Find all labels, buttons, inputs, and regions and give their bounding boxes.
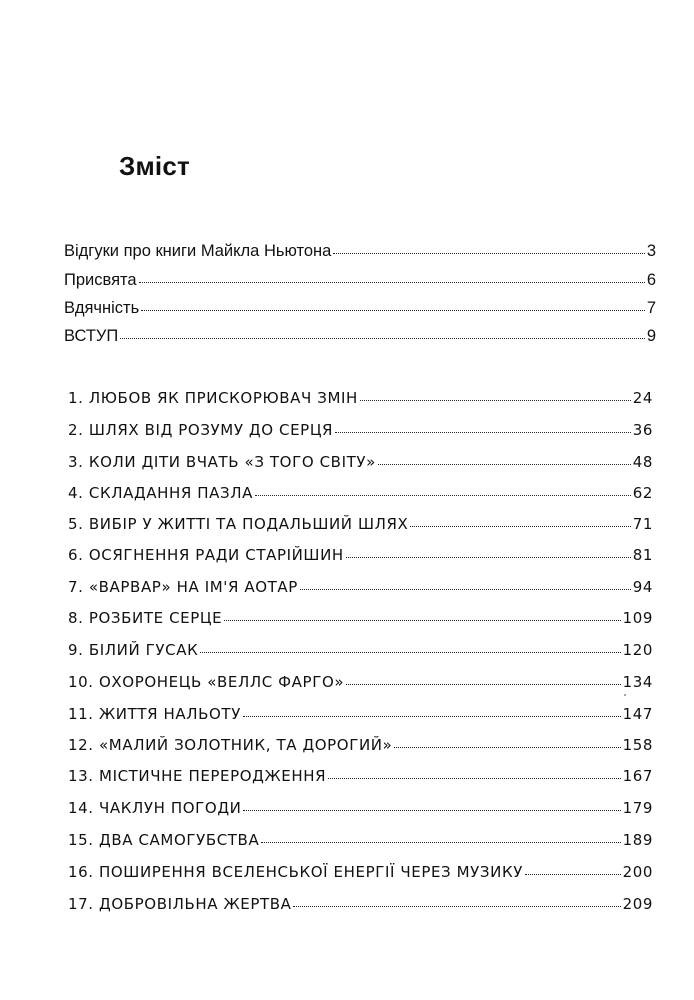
toc-entry-page: 189 [622,831,653,849]
dot-leader [200,652,620,653]
toc-entry-page: 9 [646,327,656,345]
dot-leader [410,526,630,527]
toc-entry-page: 200 [622,863,653,881]
toc-entry [68,704,653,724]
toc-entry-page: 94 [632,578,653,596]
toc-entry-label: Присвята [64,271,137,289]
dot-leader [346,557,631,558]
toc-entry [68,608,653,628]
toc-entry-label: 10. ОХОРОНЕЦЬ «ВЕЛЛС ФАРГО» [68,673,345,691]
toc-entry-page: 120 [622,641,653,659]
dot-leader [360,400,631,401]
toc-entry [68,735,653,755]
toc-entry-label: 6. ОСЯГНЕННЯ РАДИ СТАРІЙШИН [68,546,344,564]
toc-entry-page: 167 [622,767,653,785]
dot-leader [255,495,631,496]
toc-entry [64,270,656,290]
toc-entry-label: Вдячність [64,299,140,317]
toc-entry-page: 81 [632,546,653,564]
toc-entry [68,545,653,565]
toc-entry [68,830,653,850]
toc-entry-label: Відгуки про книги Майкла Ньютона [64,242,332,260]
toc-entry [68,420,653,440]
dot-leader [141,310,645,311]
toc-entry-label: ВСТУП [64,327,119,345]
toc-entry-page: 36 [632,421,653,439]
dot-leader [261,842,620,843]
toc-entry-page: 48 [632,453,653,471]
toc-entry [64,298,656,318]
dot-leader [120,338,645,339]
dot-leader [243,716,621,717]
page-title: Зміст [119,151,190,181]
toc-entry [68,766,653,786]
toc-entry-label: 14. ЧАКЛУН ПОГОДИ [68,799,242,817]
toc-entry-page: 109 [622,609,653,627]
toc-entry-label: 4. СКЛАДАННЯ ПАЗЛА [68,484,253,502]
toc-entry [68,894,653,914]
toc-entry-page: 209 [622,895,653,913]
toc-entry-page: 7 [646,299,656,317]
toc-entry-page: 62 [632,484,653,502]
toc-entry [68,388,653,408]
stray-mark [624,694,626,696]
toc-entry [68,672,653,692]
toc-entry-label: 1. ЛЮБОВ ЯК ПРИСКОРЮВАЧ ЗМІН [68,389,358,407]
dot-leader [346,684,620,685]
toc-entry [68,452,653,472]
toc-entry-label: 2. ШЛЯХ ВІД РОЗУМУ ДО СЕРЦЯ [68,421,334,439]
toc-entry [68,514,653,534]
toc-entry-label: 3. КОЛИ ДІТИ ВЧАТЬ «З ТОГО СВІТУ» [68,453,376,471]
toc-entry-label: 16. ПОШИРЕННЯ ВСЕЛЕНСЬКОЇ ЕНЕРГІЇ ЧЕРЕЗ МУЗИКУ [68,863,523,881]
toc-entry-page: 158 [622,736,653,754]
toc-entry-label: 17. ДОБРОВІЛЬНА ЖЕРТВА [68,895,292,913]
toc-entry-page: 71 [632,515,653,533]
dot-leader [139,282,645,283]
toc-entry [64,326,656,346]
dot-leader [335,432,631,433]
dot-leader [300,589,631,590]
toc-entry-page: 3 [646,242,656,260]
dot-leader [243,810,620,811]
toc-entry-label: 13. МІСТИЧНЕ ПЕРЕРОДЖЕННЯ [68,767,327,785]
toc-entry-label: 9. БІЛИЙ ГУСАК [68,641,199,659]
dot-leader [525,874,621,875]
toc-entry [64,241,656,261]
toc-entry-page: 6 [646,271,656,289]
dot-leader [328,778,620,779]
toc-entry-label: 15. ДВА САМОГУБСТВА [68,831,260,849]
toc-entry-label: 11. ЖИТТЯ НАЛЬОТУ [68,705,241,723]
toc-entry-page: 24 [632,389,653,407]
toc-entry [68,862,653,882]
toc-entry-page: 147 [622,705,653,723]
toc-entry-label: 8. РОЗБИТЕ СЕРЦЕ [68,609,223,627]
toc-entry-page: 179 [622,799,653,817]
toc-entry [68,483,653,503]
dot-leader [224,620,620,621]
toc-entry [68,577,653,597]
toc-entry [68,640,653,660]
toc-entry [68,798,653,818]
toc-entry-page: 134 [622,673,653,691]
dot-leader [293,906,620,907]
dot-leader [333,253,645,254]
toc-entry-label: 5. ВИБІР У ЖИТТІ ТА ПОДАЛЬШИЙ ШЛЯХ [68,515,409,533]
dot-leader [378,464,631,465]
toc-entry-label: 7. «ВАРВАР» НА ІМ'Я АОТАР [68,578,298,596]
toc-entry-label: 12. «МАЛИЙ ЗОЛОТНИК, ТА ДОРОГИЙ» [68,736,393,754]
dot-leader [394,747,620,748]
